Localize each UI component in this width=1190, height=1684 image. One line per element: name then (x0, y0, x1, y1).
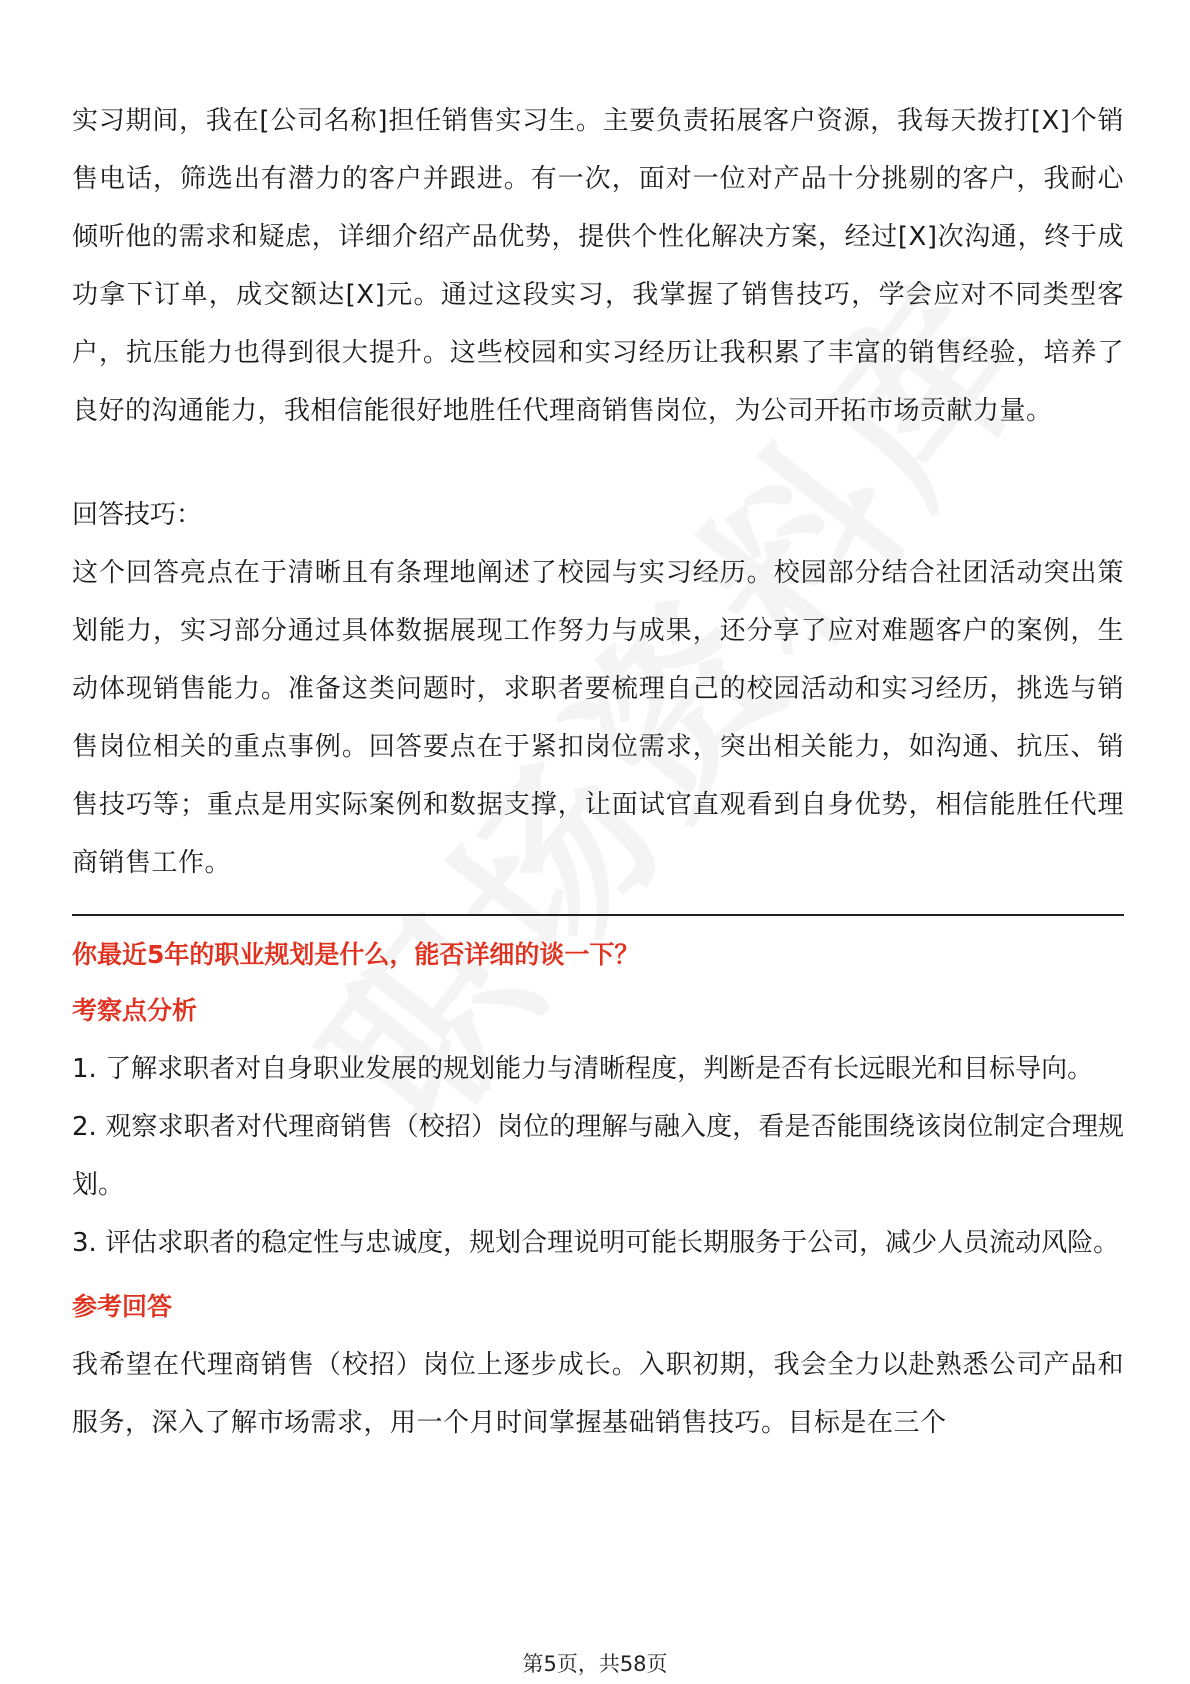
analysis-title: 考察点分析 (72, 996, 198, 1025)
analysis-item-3: 3. 评估求职者的稳定性与忠诚度，规划合理说明可能长期服务于公司，减少人员流动风险。 (72, 1228, 1120, 1258)
reference-paragraph: 我希望在代理商销售（校招）岗位上逐步成长。入职初期，我会全力以赴熟悉公司产品和服务，深入了解市场需求，用一个月时间掌握基础销售技巧。目标是在三个 (72, 1350, 1124, 1438)
tips-paragraph: 这个回答亮点在于清晰且有条理地阐述了校园与实习经历。校园部分结合社团活动突出策划能力，实习部分通过具体数据展现工作努力与成果，还分享了应对难题客户的案例，生动体现销售能力。准备这类问题时，求职者要梳理自己的校园活动和实习经历，挑选与销售岗位相关的重点事例。回答要点在于紧扣岗位需求，突出相关能力，如沟通、抗压、销售技巧等；重点是用实际案例和数据支撑，让面试官直观看到自身优势，相信能胜任代理商销售工作。 (72, 558, 1124, 878)
analysis-item-1: 1. 了解求职者对自身职业发展的规划能力与清晰程度，判断是否有长远眼光和目标导向。 (72, 1054, 1094, 1084)
section-divider (72, 914, 1124, 916)
reference-title: 参考回答 (72, 1292, 173, 1321)
analysis-item-2: 2. 观察求职者对代理商销售（校招）岗位的理解与融入度，看是否能围绕该岗位制定合理规划。 (72, 1112, 1124, 1200)
page-number: 第5页，共58页 (522, 1652, 668, 1676)
tips-label: 回答技巧： (72, 500, 203, 530)
paragraph-gap (72, 440, 1124, 486)
intro-paragraph: 实习期间，我在[公司名称]担任销售实习生。主要负责拓展客户资源，我每天拨打[X]个销售电话，筛选出有潜力的客户并跟进。有一次，面对一位对产品十分挑剔的客户，我耐心倾听他的需求和疑虑，详细介绍产品优势，提供个性化解决方案，经过[X]次沟通，终于成功拿下订单，成交额达[X]元。通过这段实习，我掌握了销售技巧，学会应对不同类型客户，抗压能力也得到很大提升。这些校园和实习经历让我积累了丰富的销售经验，培养了良好的沟通能力，我相信能很好地胜任代理商销售岗位，为公司开拓市场贡献力量。 (72, 106, 1124, 426)
question-heading: 你最近5年的职业规划是什么，能否详细的谈一下？ (72, 940, 640, 969)
page-content (72, 92, 1124, 1452)
